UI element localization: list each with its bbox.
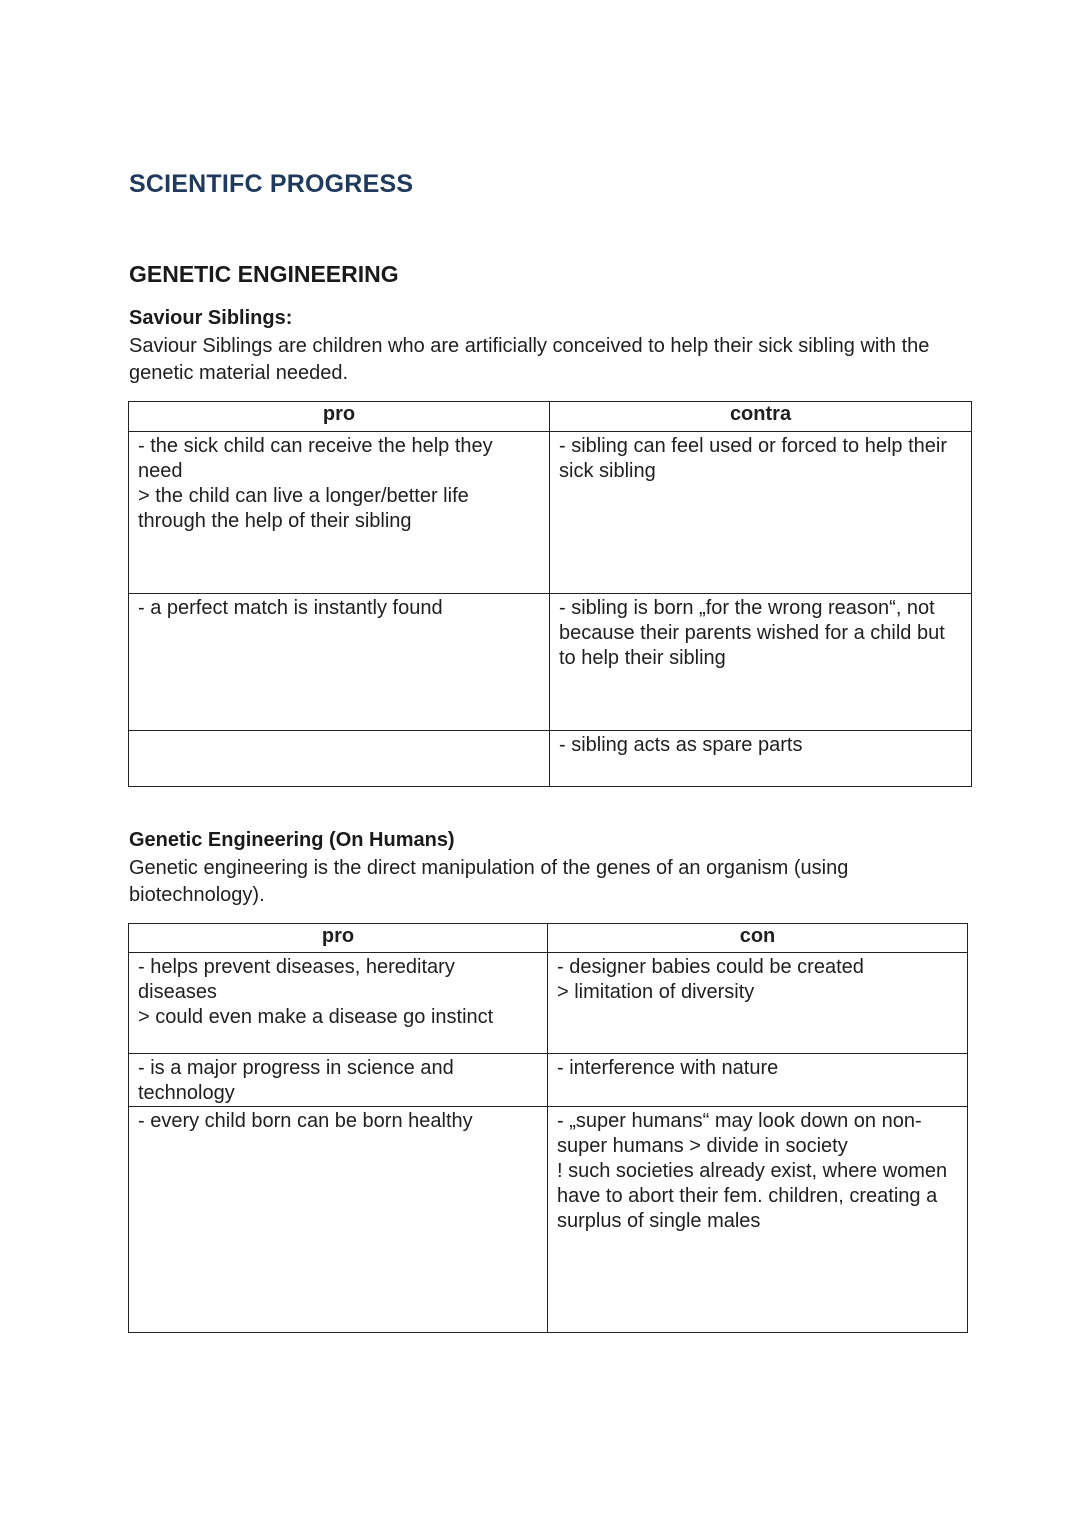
pro-cell: - is a major progress in science and technology <box>129 1054 548 1107</box>
table-row <box>129 1054 968 1107</box>
saviour-siblings-heading: Saviour Siblings: <box>129 307 293 329</box>
table-row <box>129 731 972 787</box>
genetic-engineering-table <box>128 923 968 1333</box>
contra-cell: - sibling is born „for the wrong reason“, not because their parents wished for a child but to help their sibling <box>550 594 972 731</box>
pro-cell: - every child born can be born healthy <box>129 1107 548 1333</box>
con-cell: - designer babies could be created > limitation of diversity <box>548 953 968 1054</box>
con-cell: - „super humans“ may look down on non-super humans > divide in society ! such societies already exist, where women have to abort their fem. children, creating a surplus of single males <box>548 1107 968 1333</box>
table-row <box>129 953 968 1054</box>
contra-cell: - sibling acts as spare parts <box>550 731 972 787</box>
section-heading: GENETIC ENGINEERING <box>129 261 399 287</box>
pro-cell <box>129 731 550 787</box>
saviour-siblings-table <box>128 401 972 787</box>
table-header-row <box>129 924 968 953</box>
table-row <box>129 1107 968 1333</box>
genetic-engineering-humans-heading: Genetic Engineering (On Humans) <box>129 829 455 851</box>
saviour-siblings-definition: Saviour Siblings are children who are artificially conceived to help their sick sibling with the genetic material needed. <box>129 335 930 384</box>
pro-column-header: pro <box>129 402 550 432</box>
con-cell: - interference with nature <box>548 1054 968 1107</box>
pro-column-header: pro <box>129 924 548 953</box>
pro-cell: - helps prevent diseases, hereditary diseases > could even make a disease go instinct <box>129 953 548 1054</box>
table-row <box>129 594 972 731</box>
con-column-header: con <box>548 924 968 953</box>
page-title: SCIENTIFC PROGRESS <box>129 170 414 198</box>
contra-column-header: contra <box>550 402 972 432</box>
genetic-engineering-definition: Genetic engineering is the direct manipulation of the genes of an organism (using biotechnology). <box>129 857 849 906</box>
table-header-row <box>129 402 972 432</box>
pro-cell: - the sick child can receive the help they need > the child can live a longer/better life through the help of their sibling <box>129 432 550 594</box>
contra-cell: - sibling can feel used or forced to help their sick sibling <box>550 432 972 594</box>
table-row <box>129 432 972 594</box>
pro-cell: - a perfect match is instantly found <box>129 594 550 731</box>
